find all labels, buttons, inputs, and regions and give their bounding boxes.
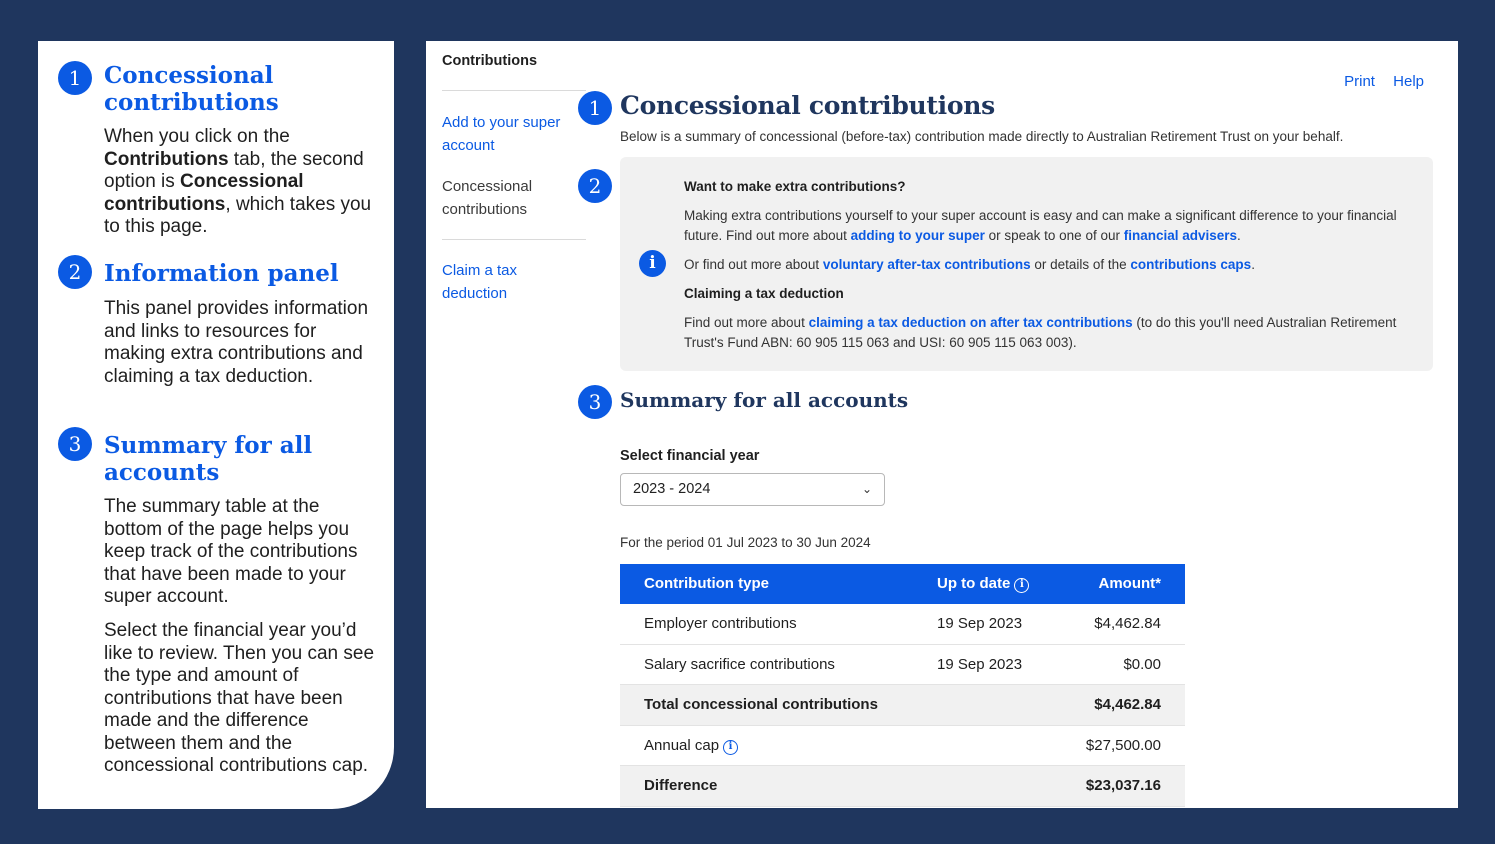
row-amount: $4,462.84: [1094, 696, 1161, 713]
nav-divider: [442, 239, 586, 240]
financial-advisers-link[interactable]: financial advisers: [1123, 228, 1238, 243]
guide-panel: [38, 41, 394, 809]
nav-header: Contributions: [442, 53, 538, 69]
info-paragraph-2: Or find out more about voluntary after-tax contributions or details of the contributions caps.: [684, 257, 1255, 272]
guide-text-1: When you click on the Contributions tab, the second option is Concessional contributions, which takes you to this page.: [104, 126, 372, 237]
row-type: Salary sacrifice contributions: [644, 655, 835, 673]
adding-to-super-link[interactable]: adding to your super: [850, 228, 985, 243]
info-circle-icon[interactable]: i: [723, 740, 738, 755]
page-title: Concessional contributions: [620, 91, 995, 120]
financial-year-select[interactable]: [620, 473, 885, 506]
guide-text-2: This panel provides information and links to resources for making extra contributions and claiming a tax deduction.: [104, 298, 369, 387]
voluntary-contributions-link[interactable]: voluntary after-tax contributions: [822, 257, 1031, 272]
info-heading-tax: Claiming a tax deduction: [684, 286, 844, 301]
row-type: Employer contributions: [644, 615, 797, 632]
summary-title: Summary for all accounts: [620, 388, 909, 412]
print-link[interactable]: Print: [1344, 73, 1375, 90]
row-date: 19 Sep 2023: [937, 655, 1023, 673]
row-amount: $27,500.00: [1085, 736, 1161, 754]
nav-item-add-to-super[interactable]: Add to your super account: [442, 114, 561, 154]
info-content: [684, 177, 1404, 362]
screenshot-panel: [426, 41, 1458, 808]
guide-text-3b: Select the financial year you’d like to review. Then you can see the type and amount of contributions that have been made and the difference between them and the concessional contributions cap.: [104, 620, 375, 776]
table-row-cap: [620, 726, 1185, 767]
col-header-type: Contribution type: [644, 575, 769, 592]
info-heading-extra: Want to make extra contributions?: [684, 179, 906, 194]
callout-badge-2: 2: [578, 169, 612, 203]
financial-year-value: 2023 - 2024: [633, 481, 711, 497]
top-links: [1330, 73, 1424, 90]
row-amount: $0.00: [1123, 655, 1161, 673]
col-header-amount: Amount*: [1098, 575, 1161, 592]
help-link[interactable]: Help: [1393, 73, 1424, 90]
guide-title-1: Concessional contributions: [104, 62, 279, 116]
info-icon: i: [639, 250, 666, 277]
info-paragraph-3: Find out more about claiming a tax deduction on after tax contributions (to do this you'll need Australian Retirement Trust's Fund ABN: 60 905 115 063 and USI: 60 905 115 063 003).: [684, 315, 1397, 350]
financial-year-label: Select financial year: [620, 448, 760, 464]
col-header-date: Up to date i: [937, 564, 1029, 604]
table-row: [620, 645, 1185, 686]
page-subtitle: Below is a summary of concessional (before-tax) contribution made directly to Australian Retirement Trust on your behalf.: [620, 129, 1344, 144]
contributions-table: [620, 564, 1185, 807]
table-row: [620, 604, 1185, 645]
chevron-down-icon: ⌄: [861, 482, 872, 496]
period-text: For the period 01 Jul 2023 to 30 Jun 2024: [620, 535, 871, 550]
row-date: 19 Sep 2023: [937, 615, 1023, 632]
guide-title-3: Summary for all accounts: [104, 432, 313, 486]
contributions-caps-link[interactable]: contributions caps: [1130, 257, 1252, 272]
info-circle-icon[interactable]: i: [1014, 578, 1029, 593]
row-type: Difference: [644, 777, 718, 794]
step-2-badge: 2: [58, 255, 92, 289]
table-row-difference: [620, 766, 1185, 807]
information-panel: [620, 157, 1433, 371]
table-header: [620, 564, 1185, 604]
nav-item-concessional[interactable]: Concessional contributions: [442, 178, 533, 218]
nav-item-claim-tax-deduction[interactable]: Claim a tax deduction: [442, 262, 518, 302]
row-type: Annual cap i: [644, 726, 738, 766]
row-amount: $4,462.84: [1094, 615, 1161, 632]
nav-divider: [442, 90, 586, 91]
row-type: Total concessional contributions: [644, 696, 878, 713]
row-amount: $23,037.16: [1085, 777, 1161, 794]
info-paragraph-1: Making extra contributions yourself to your super account is easy and can make a significant difference to your financial future. Find out more about adding to your super or speak to one of our financial advisers.: [684, 208, 1397, 243]
table-row-total: [620, 685, 1185, 726]
step-1-badge: 1: [58, 61, 92, 95]
claiming-tax-deduction-link[interactable]: claiming a tax deduction on after tax contributions: [808, 315, 1133, 330]
callout-badge-3: 3: [578, 385, 612, 419]
guide-title-2: Information panel: [104, 260, 339, 287]
step-3-badge: 3: [58, 427, 92, 461]
guide-text-3: The summary table at the bottom of the page helps you keep track of the contributions that have been made to your super account.: [104, 496, 358, 607]
callout-badge-1: 1: [578, 91, 612, 125]
